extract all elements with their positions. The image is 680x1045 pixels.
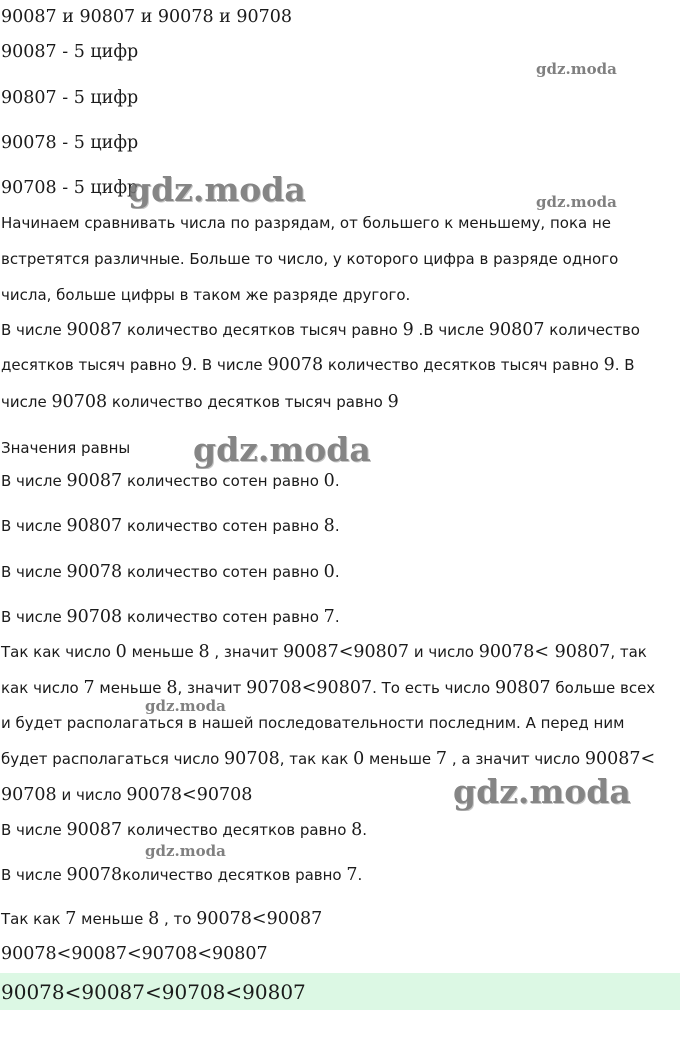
number: 90078 (66, 562, 123, 582)
final-answer: 90078<90087<90708<90807 (1, 980, 306, 1004)
inequality: 90078<90708 (126, 785, 253, 805)
text-run: числе (1, 393, 52, 411)
paragraph-line (1, 820, 367, 840)
number: 0 (115, 642, 127, 662)
text-run: В числе (1, 517, 67, 535)
number: 90708 (224, 749, 280, 769)
text-run: . (334, 517, 340, 535)
paragraph-line: Значения равны (1, 439, 131, 457)
number: 9 (387, 392, 399, 412)
number: 9 (181, 355, 193, 375)
text-run: Так как (1, 910, 66, 928)
inequality: 90087<90807 (283, 642, 410, 662)
number: 9 (603, 355, 615, 375)
text-run: , так как (279, 750, 354, 768)
paragraph-line: Начинаем сравнивать числа по разрядам, от большего к меньшему, пока не (1, 214, 611, 232)
paragraph-line (1, 392, 399, 412)
text-run: Так как число (1, 643, 116, 661)
text-run: В числе (1, 821, 67, 839)
number: 8 (198, 642, 210, 662)
text-run: , то (159, 910, 197, 928)
text-run: В числе (1, 321, 67, 339)
number: 7 (323, 607, 335, 627)
text-run: количество сотен равно (122, 563, 324, 581)
number: 90087 (66, 471, 123, 491)
number: 90078 (66, 865, 123, 885)
text-run: количество сотен равно (122, 472, 324, 490)
text-run: В числе (1, 608, 67, 626)
text-run: и число (409, 643, 479, 661)
text-run: . (334, 608, 340, 626)
text-run: . (362, 821, 368, 839)
text-run: десятков тысяч равно (1, 356, 182, 374)
text-run: , так (610, 643, 647, 661)
number: 7 (83, 678, 95, 698)
text-run: . То есть число (372, 679, 495, 697)
numbers-list-line: 90087 и 90807 и 90078 и 90708 (1, 7, 293, 27)
number: 8 (166, 678, 178, 698)
text-run: .В числе (413, 321, 489, 339)
digit-count-text: 90807 - 5 цифр (1, 88, 139, 108)
number: 90807 (66, 516, 123, 536)
inequality: 90087< (584, 749, 656, 769)
text-run: как число (1, 679, 84, 697)
number: 7 (346, 865, 358, 885)
text-run: меньше (94, 679, 167, 697)
text-run: количество десятков равно (122, 821, 352, 839)
digit-count-line (1, 42, 138, 62)
text-run: количество сотен равно (122, 517, 324, 535)
number: 7 (435, 749, 448, 769)
digit-count-text: 90078 - 5 цифр (1, 133, 139, 153)
watermark: gdz.moda (145, 842, 226, 860)
paragraph-line: встретятся различные. Больше то число, у которого цифра в разряде одного (1, 250, 619, 268)
text-run: . (334, 563, 340, 581)
number: 90708 (51, 392, 108, 412)
number: 90807 (494, 678, 551, 698)
digit-count-line (1, 178, 138, 198)
paragraph-line (1, 355, 635, 375)
watermark: gdz.moda (536, 193, 617, 211)
text-run: будет располагаться число (1, 750, 225, 768)
watermark: gdz.moda (453, 772, 631, 811)
number: 0 (323, 562, 335, 582)
text-run: количество десятков тысяч равно (122, 321, 403, 339)
text-run: В числе (1, 866, 67, 884)
paragraph-line (1, 909, 322, 929)
inequality: 90078< 90807 (478, 642, 611, 662)
paragraph-line: и будет располагаться в нашей последовательности последним. А перед ним (1, 714, 625, 732)
text-run: меньше (364, 750, 436, 768)
watermark: gdz.moda (128, 170, 306, 209)
text-run: , значит (209, 643, 284, 661)
paragraph-line (1, 607, 340, 627)
paragraph-line (1, 320, 640, 340)
inequality: 90708<90807 (246, 678, 373, 698)
number: 90078 (267, 355, 324, 375)
text-run: В числе (1, 472, 67, 490)
paragraph-line (1, 642, 647, 662)
number: 9 (402, 320, 414, 340)
number: 0 (353, 749, 365, 769)
text-run: . В числе (192, 356, 268, 374)
text-run: и число (56, 786, 127, 804)
number: 90087 (66, 320, 123, 340)
text-run: . (334, 472, 340, 490)
text-run: , а значит число (447, 750, 585, 768)
number: 90087 (66, 820, 123, 840)
text-run: меньше (126, 643, 199, 661)
text-run: , значит (177, 679, 247, 697)
paragraph-line (1, 516, 340, 536)
paragraph-line: числа, больше цифры в таком же разряде другого. (1, 286, 411, 304)
paragraph-line (1, 678, 655, 698)
digit-count-text: 90708 - 5 цифр (1, 178, 139, 198)
number: 90708 (1, 785, 57, 805)
ordering-line: 90078<90087<90708<90807 (1, 944, 268, 964)
watermark: gdz.moda (193, 430, 371, 469)
paragraph-line (1, 785, 252, 805)
text-run: больше всех (550, 679, 656, 697)
number: 90708 (66, 607, 123, 627)
watermark: gdz.moda (536, 60, 617, 78)
number: 8 (148, 909, 160, 929)
number: 8 (351, 820, 363, 840)
text-run: количество десятков равно (122, 866, 347, 884)
paragraph-line (1, 865, 362, 885)
text-run: . В (614, 356, 635, 374)
digit-count-line (1, 133, 138, 153)
text-run: количество (544, 321, 640, 339)
number: 7 (65, 909, 77, 929)
number: 90807 (488, 320, 545, 340)
text-run: . (357, 866, 363, 884)
paragraph-line (1, 471, 340, 491)
digit-count-line (1, 88, 138, 108)
text-run: В числе (1, 563, 67, 581)
paragraph-line (1, 749, 655, 769)
number: 8 (323, 516, 335, 536)
paragraph-line (1, 562, 340, 582)
text-run: меньше (76, 910, 149, 928)
inequality: 90078<90087 (196, 909, 323, 929)
number: 0 (323, 471, 335, 491)
watermark: gdz.moda (145, 697, 226, 715)
text-run: количество сотен равно (122, 608, 324, 626)
text-run: количество десятков тысяч равно (323, 356, 604, 374)
text-run: количество десятков тысяч равно (107, 393, 388, 411)
digit-count-text: 90087 - 5 цифр (1, 42, 139, 62)
